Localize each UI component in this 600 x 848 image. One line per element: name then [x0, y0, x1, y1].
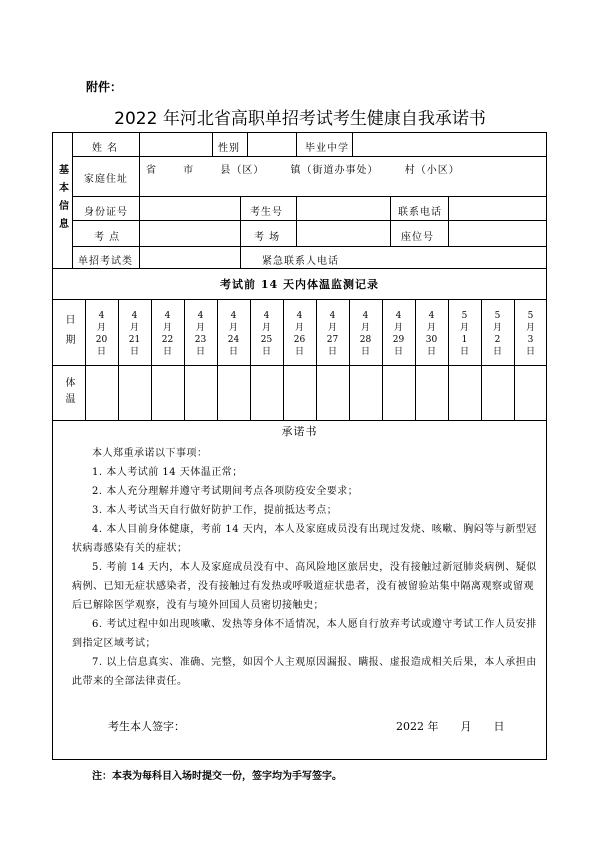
date-month: 4: [131, 311, 138, 321]
commitment-item-4: 4. 本人目前身体健康，考前 14 天内，本人及家庭成员没有出现过发烧、咳嗽、胸闷等与新型冠状病毒感染有关的症状；: [72, 524, 537, 554]
commitment-item-1: 1. 本人考试前 14 天体温正常；: [92, 467, 243, 478]
date-day: 27: [326, 335, 339, 345]
id-number-label: 身份证号: [84, 207, 128, 218]
date-day: 1: [461, 335, 468, 345]
emergency-contact-field[interactable]: [340, 247, 546, 267]
date-unit: 月: [162, 323, 172, 333]
gender-label: 性别: [218, 143, 240, 154]
temperature-record-title: 考试前 14 天内体温监测记录: [220, 278, 379, 291]
date-unit: 月: [393, 323, 403, 333]
date-month: 4: [197, 311, 204, 321]
date-cell: [217, 303, 250, 365]
date-cell: [283, 303, 316, 365]
name-field[interactable]: [140, 133, 211, 155]
date-suffix: 日: [525, 347, 535, 357]
contact-phone-field[interactable]: [449, 197, 546, 219]
date-month: 4: [362, 311, 369, 321]
temperature-input-cell[interactable]: [251, 366, 282, 419]
date-cell: [250, 303, 283, 365]
date-day: 21: [128, 335, 141, 345]
exam-site-field[interactable]: [140, 221, 239, 245]
date-suffix: 日: [261, 347, 271, 357]
attachment-label: 附件：: [86, 80, 123, 94]
commitment-item-2: 2. 本人充分理解并遵守考试期间考点各项防疫安全要求；: [92, 486, 359, 497]
date-month: 4: [230, 311, 237, 321]
date-day: 22: [161, 335, 174, 345]
home-address-field[interactable]: [146, 162, 542, 179]
temperature-input-cell[interactable]: [416, 366, 447, 419]
address-template-text: 省 市 县（区） 镇（街道办事处） 村（小区）: [146, 165, 460, 176]
date-suffix: 日: [162, 347, 172, 357]
date-cell: [151, 303, 184, 365]
date-cell: [316, 303, 349, 365]
date-cell: [481, 303, 514, 365]
page-title: 2022 年河北省高职单招考试考生健康自我承诺书: [114, 109, 486, 129]
date-unit: 月: [492, 323, 502, 333]
signature-label: 考生本人签字：: [108, 720, 185, 733]
date-month: 4: [263, 311, 270, 321]
row-divider: [52, 268, 547, 269]
emergency-contact-label: 紧急联系人电话: [262, 256, 339, 267]
date-suffix: 日: [426, 347, 436, 357]
name-label: 姓 名: [92, 143, 119, 154]
date-cell: [118, 303, 151, 365]
date-unit: 月: [228, 323, 238, 333]
date-month: 4: [329, 311, 336, 321]
col-divider: [390, 196, 391, 246]
commitment-item-3: 3. 本人考试当天自行做好防护工作，提前抵达考点；: [92, 505, 338, 516]
temperature-input-cell[interactable]: [284, 366, 315, 419]
date-month: 5: [461, 311, 468, 321]
date-unit: 月: [459, 323, 469, 333]
date-cell: [415, 303, 448, 365]
date-day: 2: [494, 335, 501, 345]
signature-date: 2022 年 月 日: [396, 720, 505, 733]
date-unit: 月: [261, 323, 271, 333]
date-suffix: 日: [228, 347, 238, 357]
date-day: 30: [425, 335, 438, 345]
exam-category-label: 单招考试类: [78, 256, 133, 267]
graduated-school-label: 毕业中学: [305, 143, 349, 154]
date-unit: 月: [525, 323, 535, 333]
col-divider: [240, 196, 241, 246]
date-day: 26: [293, 335, 306, 345]
date-suffix: 日: [459, 347, 469, 357]
commitment-heading: 承诺书: [281, 425, 318, 438]
date-cell: [448, 303, 481, 365]
exam-number-label: 考生号: [250, 207, 283, 218]
date-cell: [514, 303, 547, 365]
date-unit: 月: [195, 323, 205, 333]
exam-number-field[interactable]: [297, 197, 389, 219]
commitment-item-7: 7. 以上信息真实、准确、完整，如因个人主观原因漏报、瞒报、虚报造成相关后果，本人承担由此带来的全部法律责任。: [72, 657, 537, 687]
date-month: 4: [395, 311, 402, 321]
date-cell: [85, 303, 118, 365]
date-day: 25: [260, 335, 273, 345]
date-month: 4: [296, 311, 303, 321]
date-day: 29: [392, 335, 405, 345]
date-suffix: 日: [327, 347, 337, 357]
date-day: 20: [95, 335, 108, 345]
date-unit: 月: [294, 323, 304, 333]
signature-field[interactable]: [205, 712, 375, 734]
col-divider: [296, 132, 297, 156]
date-suffix: 日: [195, 347, 205, 357]
basic-info-section-text: 基本信息: [56, 164, 68, 236]
temperature-input-cell[interactable]: [350, 366, 381, 419]
seat-number-field[interactable]: [449, 221, 546, 245]
date-month: 4: [428, 311, 435, 321]
date-unit: 月: [327, 323, 337, 333]
date-month: 4: [164, 311, 171, 321]
seat-number-label: 座位号: [401, 232, 434, 243]
exam-site-label: 考 点: [94, 232, 121, 243]
date-suffix: 日: [129, 347, 139, 357]
temperature-input-cell[interactable]: [449, 366, 480, 419]
temperature-input-cell[interactable]: [317, 366, 348, 419]
home-address-label: 家庭住址: [84, 174, 128, 185]
date-day: 23: [194, 335, 207, 345]
exam-room-label: 考 场: [254, 232, 281, 243]
date-day: 3: [527, 335, 534, 345]
date-suffix: 日: [393, 347, 403, 357]
date-day: 24: [227, 335, 240, 345]
date-month: 5: [527, 311, 534, 321]
date-month: 5: [494, 311, 501, 321]
col-divider: [212, 132, 213, 156]
graduated-school-field[interactable]: [353, 133, 546, 155]
col-divider: [240, 246, 241, 268]
date-suffix: 日: [492, 347, 502, 357]
exam-room-field[interactable]: [297, 221, 389, 245]
gender-field[interactable]: [248, 133, 295, 155]
date-cell: [382, 303, 415, 365]
commitment-item-5: 5. 考前 14 天内，本人及家庭成员没有中、高风险地区旅居史，没有接触过新冠肺炎病例、疑似病例、已知无症状感染者，没有接触过有发热或呼吸道症状患者，没有被留验站集中隔离观察或留观后已解除医学观察，没有与境外回国人员密切接触史；: [72, 562, 537, 611]
date-unit: 月: [96, 323, 106, 333]
commitment-intro: 本人郑重承诺以下事项：: [92, 448, 208, 459]
date-row-label: [52, 303, 85, 365]
temperature-input-cell[interactable]: [119, 366, 150, 419]
commitment-item-6: 6. 考试过程中如出现咳嗽、发热等身体不适情况，本人愿自行放弃考试或遵守考试工作人员安排到指定区域考试；: [72, 619, 537, 649]
date-cell: [184, 303, 217, 365]
date-suffix: 日: [360, 347, 370, 357]
contact-phone-label: 联系电话: [398, 207, 442, 218]
basic-info-section-label: [52, 132, 72, 268]
temperature-input-cell[interactable]: [515, 366, 546, 419]
temperature-input-cell[interactable]: [383, 366, 414, 419]
date-suffix: 日: [96, 347, 106, 357]
footnote: 注：本表为每科目入场时提交一份，签字均为手写签字。: [92, 771, 342, 782]
date-month: 4: [98, 311, 105, 321]
row-divider: [52, 420, 547, 421]
temperature-input-cell[interactable]: [218, 366, 249, 419]
date-unit: 月: [360, 323, 370, 333]
row-divider: [72, 156, 547, 157]
date-day: 28: [359, 335, 372, 345]
date-unit: 月: [426, 323, 436, 333]
temperature-input-cell[interactable]: [86, 366, 117, 419]
date-suffix: 日: [294, 347, 304, 357]
exam-category-field[interactable]: [140, 247, 239, 267]
col-divider: [72, 132, 73, 268]
date-cell: [349, 303, 382, 365]
row-divider: [52, 299, 547, 300]
temperature-input-cell[interactable]: [152, 366, 183, 419]
temperature-row-label: [52, 365, 85, 420]
temp-label-text: 体温: [63, 376, 74, 409]
temperature-input-cell[interactable]: [482, 366, 513, 419]
id-number-field[interactable]: [140, 197, 239, 219]
temperature-input-cell[interactable]: [185, 366, 216, 419]
date-unit: 月: [129, 323, 139, 333]
date-label-text: 日期: [63, 314, 74, 354]
